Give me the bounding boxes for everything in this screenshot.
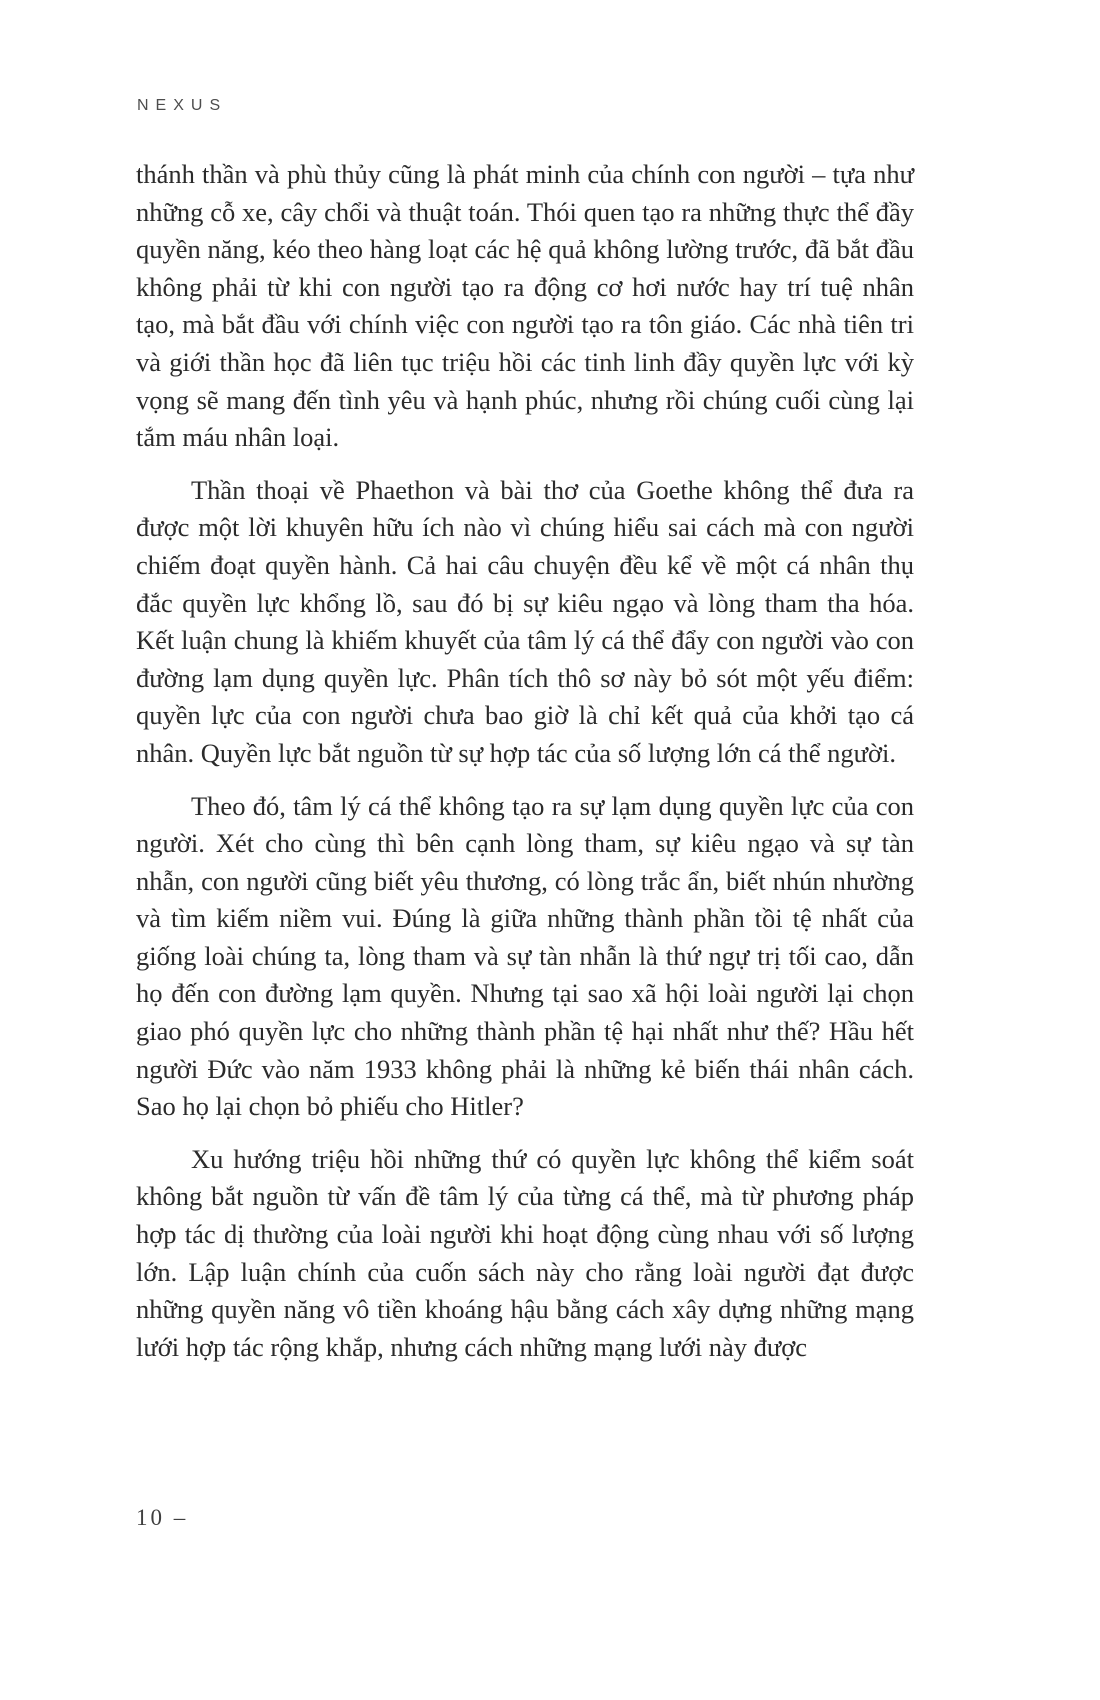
body-paragraph: Theo đó, tâm lý cá thể không tạo ra sự lạm dụng quyền lực của con người. Xét cho cùng thì bên cạnh lòng tham, sự kiêu ngạo và sự tàn nhẫn, con người cũng biết yêu thương, có lòng trắc ẩn, biết nhún nhường và tìm kiếm niềm vui. Đúng là giữa những thành phần tồi tệ nhất của giống loài chúng ta, lòng tham và sự tàn nhẫn là thứ ngự trị tối cao, dẫn họ đến con đường lạm quyền. Nhưng tại sao xã hội loài người lại chọn giao phó quyền lực cho những thành phần tệ hại nhất như thế? Hầu hết người Đức vào năm 1933 không phải là những kẻ biến thái nhân cách. Sao họ lại chọn bỏ phiếu cho Hitler? xyxy=(136,790,914,1122)
body-paragraph: Thần thoại về Phaethon và bài thơ của Goethe không thể đưa ra được một lời khuyên hữu ích nào vì chúng hiểu sai cách mà con người chiếm đoạt quyền hành. Cả hai câu chuyện đều kể về một cá nhân thụ đắc quyền lực khổng lồ, sau đó bị sự kiêu ngạo và lòng tham tha hóa. Kết luận chung là khiếm khuyết của tâm lý cá thể đẩy con người vào con đường lạm dụng quyền lực. Phân tích thô sơ này bỏ sót một yếu điểm: quyền lực của con người chưa bao giờ là chỉ kết quả của khởi tạo cá nhân. Quyền lực bắt nguồn từ sự hợp tác của số lượng lớn cá thể người. xyxy=(136,474,914,768)
body-paragraph: thánh thần và phù thủy cũng là phát minh của chính con người – tựa như những cỗ xe, cây chổi và thuật toán. Thói quen tạo ra những thực thể đầy quyền năng, kéo theo hàng loạt các hệ quả không lường trước, đã bắt đầu không phải từ khi con người tạo ra động cơ hơi nước hay trí tuệ nhân tạo, mà bắt đầu với chính việc con người tạo ra tôn giáo. Các nhà tiên tri và giới thần học đã liên tục triệu hồi các tinh linh đầy quyền lực với kỳ vọng sẽ mang đến tình yêu và hạnh phúc, nhưng rồi chúng cuối cùng lại tắm máu nhân loại. xyxy=(136,159,914,453)
running-header: NEXUS xyxy=(137,97,228,114)
page-number: 10 – xyxy=(136,1505,189,1530)
body-text xyxy=(136,156,914,1381)
body-paragraph: Xu hướng triệu hồi những thứ có quyền lực không thể kiểm soát không bắt nguồn từ vấn đề tâm lý của từng cá thể, mà từ phương pháp hợp tác dị thường của loài người khi hoạt động cùng nhau với số lượng lớn. Lập luận chính của cuốn sách này cho rằng loài người đạt được những quyền năng vô tiền khoáng hậu bằng cách xây dựng những mạng lưới hợp tác rộng khắp, nhưng cách những mạng lưới này được xyxy=(136,1143,914,1362)
